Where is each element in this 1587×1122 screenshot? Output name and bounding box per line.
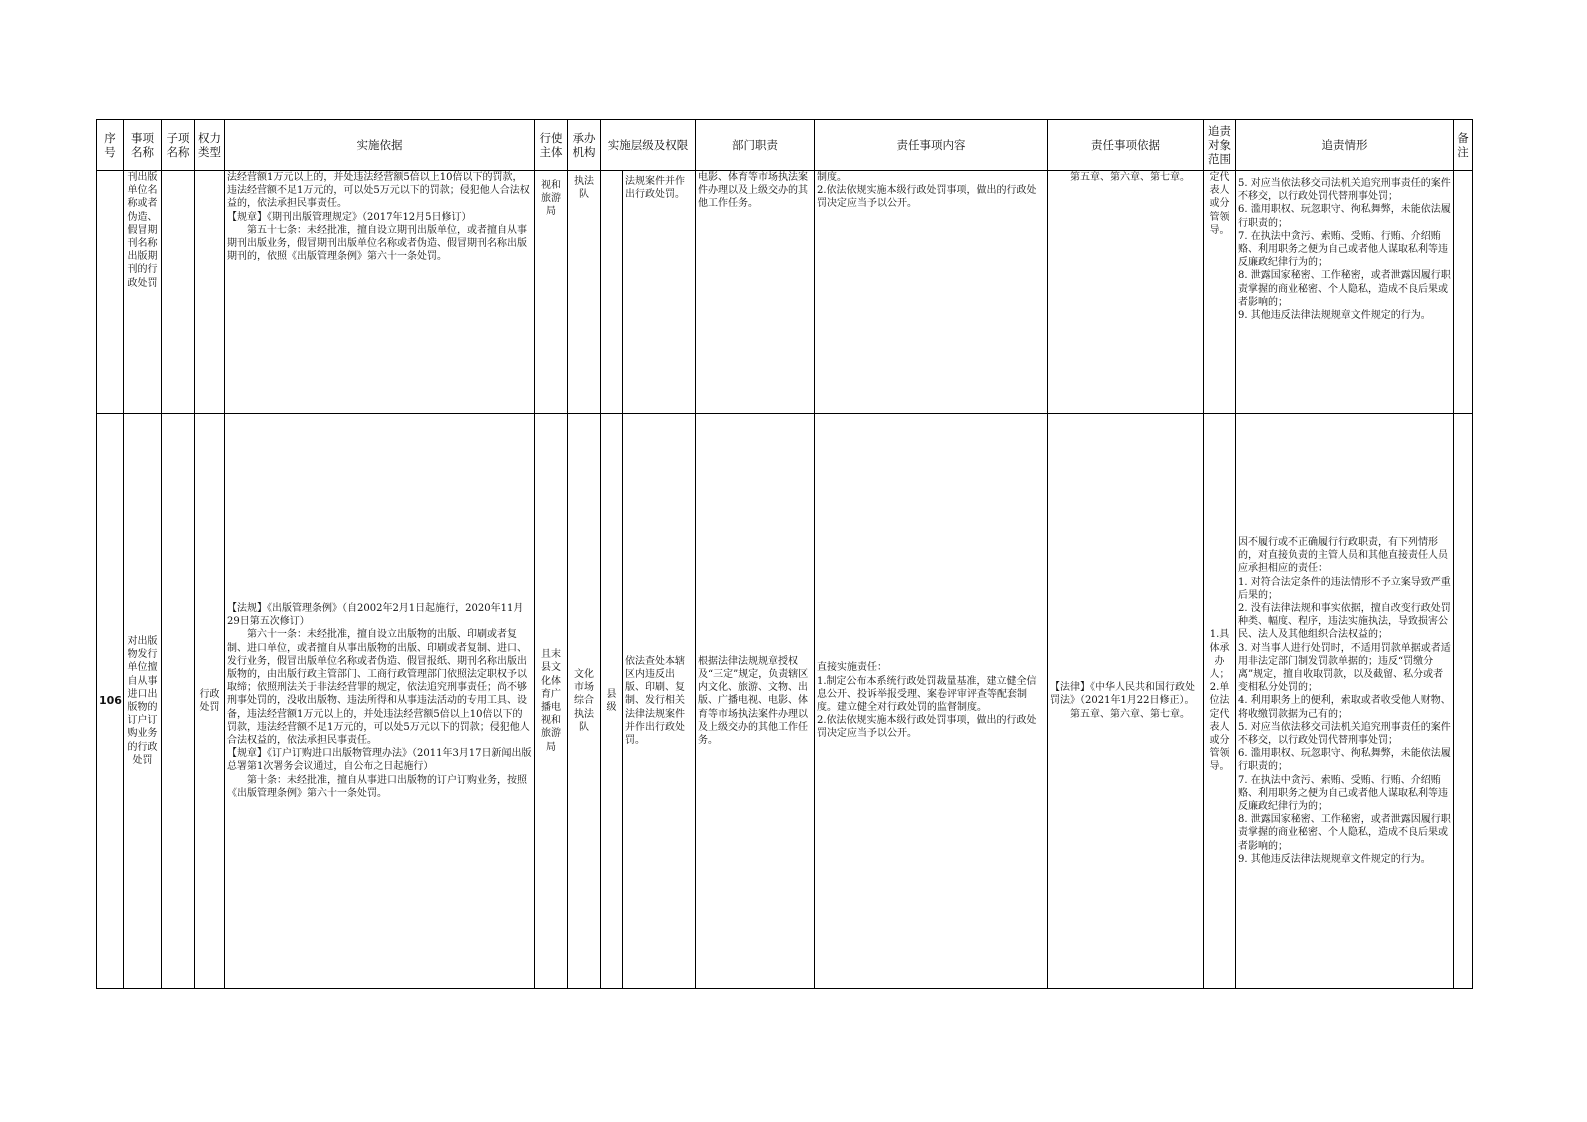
header-basis: 实施依据: [225, 120, 535, 171]
cell-remark: [1454, 414, 1473, 989]
cell-power-type: 行政处罚: [195, 414, 225, 989]
header-subject: 行使主体: [535, 120, 568, 171]
table-row: [97, 414, 1473, 989]
header-item-name: 事项名称: [124, 120, 162, 171]
cell-resp-basis: 【法律】《中华人民共和国行政处罚法》（2021年1月22日修正）。 第五章、第六章、第七章。: [1048, 414, 1204, 989]
cell-item-name: 对出版物发行单位擅自从事进口出版物的订户订购业务的行政处罚: [124, 414, 162, 989]
header-duty: 部门职责: [696, 120, 815, 171]
cell-scope: 定代表人或分管领导。: [1204, 171, 1236, 414]
cell-sub-name: [162, 414, 195, 989]
table-row: [97, 171, 1473, 414]
cell-undertaker: 文化市场综合执法队: [568, 414, 601, 989]
header-resp-content: 责任事项内容: [815, 120, 1048, 171]
cell-level-text: 法规案件并作出行政处罚。: [623, 171, 696, 414]
cell-seq: [97, 171, 124, 414]
cell-item-name: 刊出版单位名称或者伪造、假冒期刊名称出版期刊的行政处罚: [124, 171, 162, 414]
cell-resp-basis: 第五章、第六章、第七章。: [1048, 171, 1204, 414]
cell-scope: 1.具体承办人；2.单位法定代表人或分管领导。: [1204, 414, 1236, 989]
header-power-type: 权力类型: [195, 120, 225, 171]
cell-resp-content: 制度。 2.依法依规实施本级行政处罚事项，做出的行政处罚决定应当予以公开。: [815, 171, 1048, 414]
header-seq: 序号: [97, 120, 124, 171]
cell-undertaker: 执法队: [568, 171, 601, 414]
cell-level: [601, 171, 623, 414]
cell-level: 县级: [601, 414, 623, 989]
authority-table: [96, 119, 1473, 989]
cell-basis: 【法规】《出版管理条例》（自2002年2月1日起施行，2020年11月29日第五次修订） 第六十一条：未经批准，擅自设立出版物的出版、印刷或者复制、进口单位，或者擅自从事出版物的出版、印刷或者复制、进口、发行业务，假冒出版单位名称或者伪造、假冒报纸、期刊名称出版出版物的，由出版行政主管部门、工商行政管理部门依照法定职权予以取缔；依照刑法关于非法经营罪的规定，依法追究刑事责任；尚不够刑事处罚的，没收出版物、违法所得和从事违法活动的专用工具、设备，违法经营额1万元以上的，并处违法经营额5倍以上10倍以下的罚款，违法经营额不足1万元的，可以处5万元以下的罚款；侵犯他人合法权益的，依法承担民事责任。 【规章】《订户订购进口出版物管理办法》（2011年3月17日新闻出版总署第1次署务会议通过，自公布之日起施行） 第十条：未经批准，擅自从事进口出版物的订户订购业务，按照《出版管理条例》第六十一条处罚。: [225, 414, 535, 989]
cell-level-text: 依法查处本辖区内违反出版、印刷、复制、发行相关法律法规案件并作出行政处罚。: [623, 414, 696, 989]
cell-situation: 因不履行或不正确履行行政职责，有下列情形的，对直接负责的主管人员和其他直接责任人员应承担相应的责任： 1. 对符合法定条件的违法情形不予立案导致严重后果的； 2. 没有法律法规和事实依据，擅自改变行政处罚种类、幅度、程序，违法实施执法，导致损害公民、法人及其他组织合法权益的； 3. 对当事人进行处罚时，不适用罚款单据或者适用非法定部门制发罚款单据的；违反“罚缴分离”规定，擅自收取罚款，以及截留、私分或者变相私分处罚的； 4. 利用职务上的便利，索取或者收受他人财物、将收缴罚款据为己有的； 5. 对应当依法移交司法机关追究刑事责任的案件不移交，以行政处罚代替刑事处罚； 6. 滥用职权、玩忽职守、徇私舞弊，未能依法履行职责的； 7. 在执法中贪污、索贿、受贿、行贿、介绍贿赂、利用职务之便为自己或者他人谋取私利等违反廉政纪律行为的； 8. 泄露国家秘密、工作秘密，或者泄露因履行职责掌握的商业秘密、个人隐私，造成不良后果或者影响的； 9. 其他违反法律法规规章文件规定的行为。: [1236, 414, 1454, 989]
cell-power-type: [195, 171, 225, 414]
authority-list-sheet: [96, 119, 1472, 989]
header-sub-name: 子项名称: [162, 120, 195, 171]
cell-situation: 5. 对应当依法移交司法机关追究刑事责任的案件不移交，以行政处罚代替刑事处罚； 6. 滥用职权、玩忽职守、徇私舞弊，未能依法履行职责的； 7. 在执法中贪污、索贿、受贿、行贿、介绍贿赂、利用职务之便为自己或者他人谋取私利等违反廉政纪律行为的； 8. 泄露国家秘密、工作秘密，或者泄露因履行职责掌握的商业秘密、个人隐私，造成不良后果或者影响的； 9. 其他违反法律法规规章文件规定的行为。: [1236, 171, 1454, 414]
cell-duty: 电影、体育等市场执法案件办理以及上级交办的其他工作任务。: [696, 171, 815, 414]
cell-duty: 根据法律法规规章授权及“三定”规定，负责辖区内文化、旅游、文物、出版、广播电视、电影、体育等市场执法案件办理以及上级交办的其他工作任务。: [696, 414, 815, 989]
cell-remark: [1454, 171, 1473, 414]
cell-resp-content: 直接实施责任： 1.制定公布本系统行政处罚裁量基准，建立健全信息公开、投诉举报受理、案卷评审评查等配套制度。建立健全对行政处罚的监督制度。 2.依法依规实施本级行政处罚事项，做出的行政处罚决定应当予以公开。: [815, 414, 1048, 989]
cell-sub-name: [162, 171, 195, 414]
cell-subject: 视和旅游局: [535, 171, 568, 414]
header-situation: 追责情形: [1236, 120, 1454, 171]
header-row: [97, 120, 1473, 171]
header-scope: 追责对象范围: [1204, 120, 1236, 171]
cell-basis: 法经营额1万元以上的，并处违法经营额5倍以上10倍以下的罚款，违法经营额不足1万元的，可以处5万元以下的罚款；侵犯他人合法权益的，依法承担民事责任。 【规章】《期刊出版管理规定》（2017年12月5日修订） 第五十七条：未经批准，擅自设立期刊出版单位，或者擅自从事期刊出版业务，假冒期刊出版单位名称或者伪造、假冒期刊名称出版期刊的，依照《出版管理条例》第六十一条处罚。: [225, 171, 535, 414]
header-resp-basis: 责任事项依据: [1048, 120, 1204, 171]
cell-subject: 且末县文化体育广播电视和旅游局: [535, 414, 568, 989]
header-remark: 备注: [1454, 120, 1473, 171]
cell-seq: 106: [97, 414, 124, 989]
header-undertaker: 承办机构: [568, 120, 601, 171]
header-level: 实施层级及权限: [601, 120, 696, 171]
